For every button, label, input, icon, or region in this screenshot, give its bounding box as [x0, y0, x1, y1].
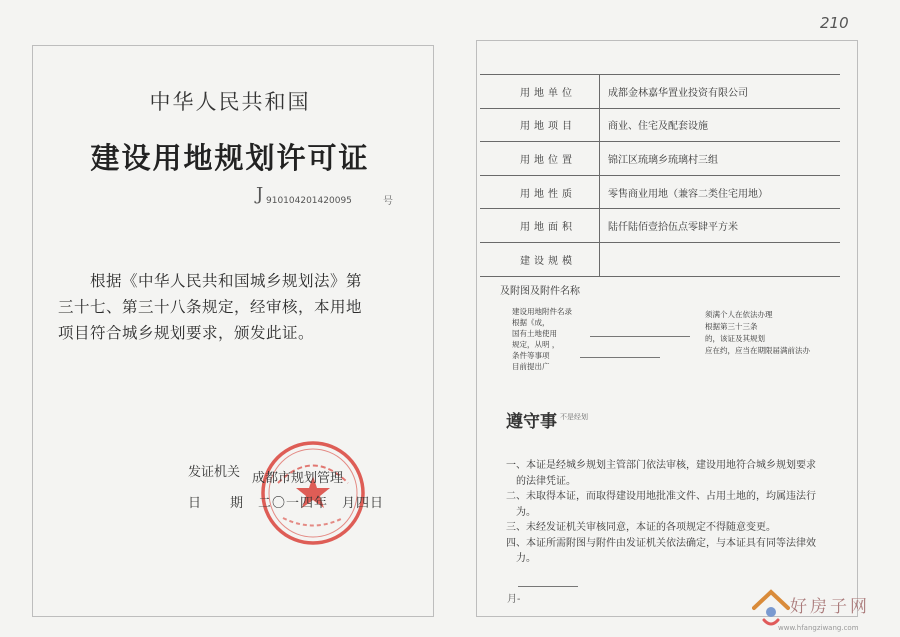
- row-label: 用地单位: [480, 75, 600, 108]
- body-line-3: 项目符合城乡规划要求，颁发此证。: [58, 324, 315, 342]
- serial-prefix: J: [256, 184, 264, 205]
- attachments-text: [512, 306, 572, 372]
- body-line-2: 三十七、第三十八条规定，经审核，本用地: [58, 298, 363, 316]
- watermark-url: www.hfangziwang.com: [778, 624, 859, 632]
- attachments-extra-text: [705, 309, 810, 357]
- notice-item-cont: 为。: [516, 506, 536, 518]
- row-value: 锦江区琉璃乡琉璃村三组: [608, 154, 718, 166]
- row-label: 用地性质: [480, 176, 600, 209]
- table-row: [480, 209, 840, 243]
- attachment-extra-line: 根据第三十三条: [705, 322, 758, 331]
- house-logo-icon: [752, 588, 790, 628]
- blank-line: [580, 357, 660, 358]
- notice-item-cont: 力。: [516, 553, 536, 564]
- attachment-line: 目前提出广: [512, 362, 550, 371]
- row-label: 用地面积: [480, 209, 600, 242]
- attachment-extra-line: 须满个人在依法办理: [705, 310, 773, 319]
- serial-suffix: 号: [383, 196, 393, 207]
- row-label: 用地位置: [480, 142, 600, 175]
- date-label: 日 期: [188, 496, 252, 511]
- notice-item: 四、本证所需附图与附件由发证机关依法确定，与本证具有同等法律效: [506, 537, 816, 549]
- table-row: [480, 243, 840, 277]
- row-value: 商业、住宅及配套设施: [608, 121, 708, 133]
- row-value: 成都金林嘉华置业投资有限公司: [608, 87, 748, 99]
- notice-item: 三、未经发证机关审核同意，本证的各项规定不得随意变更。: [506, 522, 776, 533]
- row-label: 建设规模: [480, 243, 600, 276]
- attachment-line: 规定，从明 ，: [512, 340, 560, 349]
- attachment-line: 国有土地使用: [512, 329, 557, 338]
- attachment-extra-line: 的，该证及其规划: [705, 334, 765, 343]
- row-value: [600, 243, 840, 276]
- notice-item: 二、未取得本证，而取得建设用地批准文件、占用土地的，均属违法行: [506, 491, 816, 502]
- notice-item: 一、本证是经城乡规划主管部门依法审核，建设用地符合城乡规划要求: [506, 460, 816, 471]
- attachment-line: 条件等事项: [512, 351, 550, 360]
- body-line-1: 根据《中华人民共和国城乡规划法》第: [90, 272, 363, 290]
- row-value: 陆仟陆佰壹拾伍点零肆平方米: [608, 222, 738, 234]
- table-row: [480, 109, 840, 143]
- issuer-value: 成都市规划管理: [252, 471, 344, 486]
- table-row: [480, 74, 840, 109]
- watermark-text: 好房子网: [790, 597, 870, 617]
- attachment-line: 建设用地附件名录: [512, 307, 572, 316]
- attachment-extra-line: 应在约，应当在期限届满前法办: [705, 346, 810, 355]
- attachment-line: 根据《成，: [512, 318, 550, 327]
- attachments-title: 及附图及附件名称: [500, 286, 580, 297]
- signature-line: [518, 586, 578, 587]
- land-info-table: [480, 74, 840, 277]
- table-row: [480, 142, 840, 176]
- issuer-label: 发证机关: [188, 465, 241, 480]
- country-heading: 中华人民共和国: [149, 90, 311, 114]
- notice-title: 遵守事: [506, 412, 557, 432]
- notice-tail-text: 不是经划: [560, 413, 588, 421]
- permit-title: 建设用地规划许可证: [90, 141, 370, 175]
- row-value: 零售商业用地（兼容二类住宅用地）: [608, 188, 768, 200]
- corner-page-mark: 210: [820, 14, 849, 32]
- date-value: 二〇一四年 月四日: [258, 496, 385, 511]
- notice-item-cont: 的法律凭证。: [516, 475, 576, 487]
- bottom-mark: 月-: [507, 594, 521, 605]
- row-label: 用地项目: [480, 109, 600, 142]
- permit-body-text: [58, 268, 408, 346]
- serial-number: 910104201420095: [266, 196, 352, 206]
- blank-line: [590, 336, 690, 337]
- table-row: [480, 176, 840, 210]
- notice-list: [506, 458, 846, 567]
